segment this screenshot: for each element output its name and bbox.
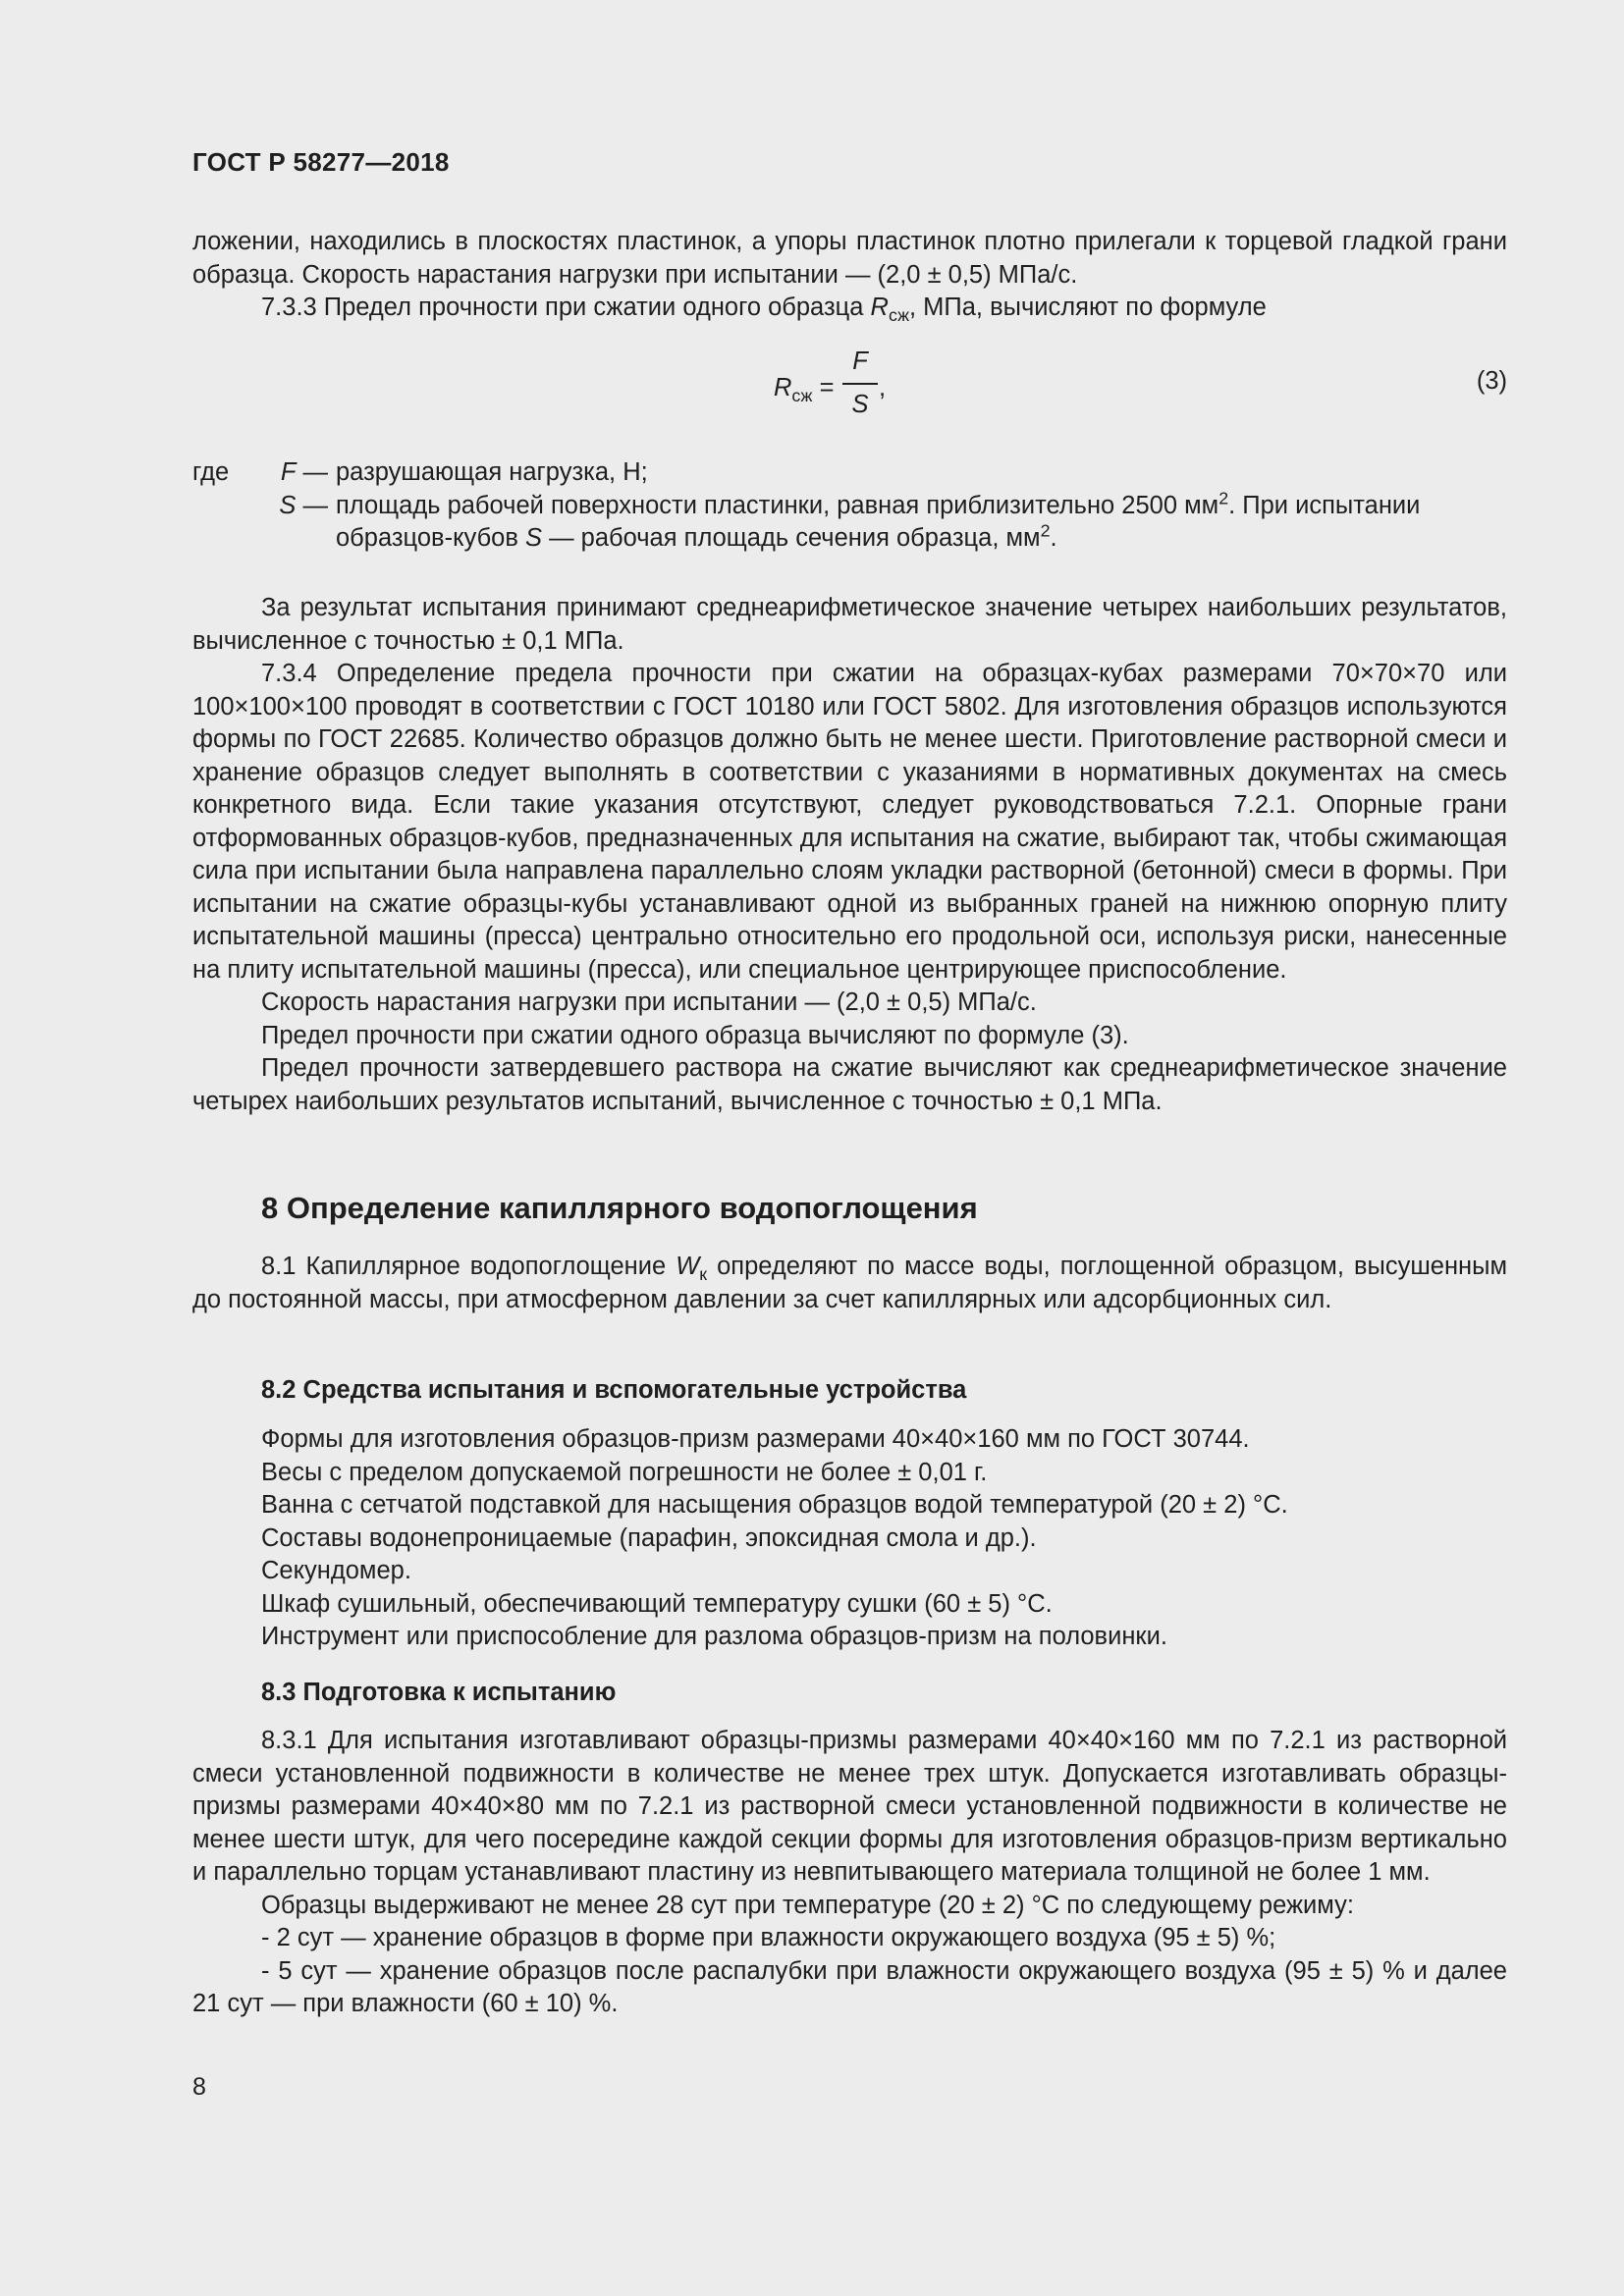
formula-var-r: R (774, 374, 792, 401)
list-item: Инструмент или приспособление для разлома образцов-призм на половинки. (261, 1623, 1167, 1650)
text-run: площадь рабочей поверхности пластинки, равная приблизительно 2500 мм (336, 491, 1219, 519)
fraction-bar (842, 383, 878, 385)
formula-comma: , (879, 374, 887, 401)
where-desc: разрушающая нагрузка, Н; (336, 458, 648, 486)
dash: — (296, 491, 328, 519)
list-item: Ванна с сетчатой подставкой для насыщения образцов водой температурой (20 ± 2) °С. (261, 1491, 1288, 1519)
paragraph-continuation: ложении, находились в плоскостях пластинок, а упоры пластинок плотно прилегали к торцевой гладкой грани образца. Скорость нарастания нагрузки при испытании — (2,0 ± 0,5) МПа/с. (192, 228, 1507, 289)
formula-fraction (842, 346, 878, 422)
variable-w: W (676, 1253, 700, 1280)
paragraph-7-3-4: 7.3.4 Определение предела прочности при сжатии на образцах-кубах размерами 70×70×70 или 100×100×100 проводят в соответствии с ГОСТ 10180 или ГОСТ 5802. Для изготовления образцов используются формы по ГОСТ 22685. Количество образцов должно быть не менее шести. Приготовление растворной смеси и хранение образцов следует выполнять в соответствии с указаниями в нормативных документах на смесь конкретного вида. Если такие указания отсутствуют, следует руководствоваться 7.2.1. Опорные грани отформованных образцов-кубов, предназначенных для испытания на сжатие, выбирают так, чтобы сжимающая сила при испытании была направлена параллельно слоям укладки растворной (бетонной) смеси в формы. При испытании на сжатие образцы-кубы устанавливают одной из выбранных граней на нижнюю опорную плиту испытательной машины (пресса) центрально относительно его продольной оси, используя риски, нанесенные на плиту испытательной машины (пресса), или специальное центрирующее приспособление. (192, 660, 1507, 984)
variable-r: R (870, 294, 889, 321)
superscript: 2 (1218, 488, 1229, 507)
where-legend (192, 456, 1507, 556)
intro-block (192, 226, 1507, 325)
subsection-8-2-title: 8.2 Средства испытания и вспомогательные устройства (261, 1376, 967, 1404)
body-block-8-3 (192, 1725, 1507, 2021)
paragraph-curing: Образцы выдерживают не менее 28 сут при температуре (20 ± 2) °С по следующему режиму: (261, 1891, 1354, 1919)
text-run: — рабочая площадь сечения образца, мм (542, 524, 1041, 552)
paragraph-hardened: Предел прочности затвердевшего раствора на сжатие вычисляют как среднеарифметическое значение четырех наибольших результатов испытаний, вычисленное с точностью ± 0,1 МПа. (192, 1054, 1507, 1115)
paragraph-8-1 (192, 1251, 1507, 1316)
formula-expression (774, 346, 970, 434)
formula-denominator: S (851, 391, 869, 418)
var-f: F (280, 458, 297, 486)
paragraph-8-3-1: 8.3.1 Для испытания изготавливают образцы-призмы размерами 40×40×160 мм по 7.2.1 из растворной смеси установленной подвижности в количестве не менее трех штук. Допускается изготавливать образцы-призмы размерами 40×40×80 мм по 7.2.1 из растворной смеси установленной подвижности в количестве не менее шести штук, для чего посередине каждой секции формы для изготовления образцов-призм вертикально и параллельно торцам устанавливают пластину из невпитывающего материала толщиной не более 1 мм. (192, 1727, 1507, 1886)
text-run: . (1050, 524, 1057, 552)
formula-numerator: F (852, 347, 868, 375)
var-s: S (279, 491, 297, 519)
list-item-5-days: - 5 сут — хранение образцов после распалубки при влажности окружающего воздуха (95 ± 5) % и далее 21 сут — при влажности (60 ± 10) %. (192, 1956, 1507, 2017)
list-item: Формы для изготовления образцов-призм размерами 40×40×160 мм по ГОСТ 30744. (261, 1425, 1250, 1453)
superscript: 2 (1040, 520, 1051, 541)
text-run: . При испытании (1228, 491, 1421, 519)
paragraph-7-3-3 (192, 292, 1507, 325)
list-item: Шкаф сушильный, обеспечивающий температуру сушки (60 ± 5) °С. (261, 1589, 1053, 1618)
list-item-2-days: - 2 сут — хранение образцов в форме при влажности окружающего воздуха (95 ± 5) %; (261, 1924, 1276, 1951)
where-desc (336, 490, 1507, 523)
where-row-s (192, 490, 1507, 523)
formula-sub-szh: сж (791, 386, 813, 406)
dash: — (296, 458, 328, 486)
text-run: определяют по массе воды, поглощенной образцом, высушенным до постоянной массы, при атмосферном давлении за счет капиллярных или адсорбционных сил. (192, 1253, 1507, 1313)
where-desc-cont (336, 522, 1507, 556)
list-item: Весы с пределом допускаемой погрешности не более ± 0,01 г. (261, 1458, 988, 1486)
text-run: 8.1 Капиллярное водопоглощение (261, 1253, 677, 1280)
paragraph-formula-ref: Предел прочности при сжатии одного образца вычисляют по формуле (3). (261, 1021, 1129, 1049)
document-code-header: ГОСТ Р 58277—2018 (192, 147, 450, 177)
text-run: , МПа, вычисляют по формуле (909, 294, 1267, 321)
formula-lhs (774, 372, 834, 405)
where-row-s-cont (192, 522, 1507, 556)
subscript-k: к (699, 1264, 708, 1285)
where-var (273, 490, 328, 523)
var-s: S (525, 524, 543, 552)
where-word: где (192, 458, 230, 486)
subsection-8-3-title: 8.3 Подготовка к испытанию (261, 1679, 617, 1706)
subscript-szh: сж (888, 305, 910, 326)
list-8-2 (192, 1423, 1507, 1654)
section-8-title: 8 Определение капиллярного водопоглощения (261, 1191, 978, 1225)
text-run: образцов-кубов (336, 524, 525, 552)
where-var (273, 456, 328, 490)
page-number: 8 (192, 2073, 206, 2101)
formula-equals: = (812, 374, 835, 401)
formula-number: (3) (1476, 367, 1507, 395)
paragraph-rate: Скорость нарастания нагрузки при испытании — (2,0 ± 0,5) МПа/с. (261, 988, 1037, 1016)
list-item: Секундомер. (261, 1557, 411, 1584)
text-run: 7.3.3 Предел прочности при сжатии одного образца (261, 294, 871, 321)
list-item: Составы водонепроницаемые (парафин, эпоксидная смола и др.). (261, 1523, 1037, 1552)
body-block-7 (192, 592, 1507, 1118)
paragraph-result: За результат испытания принимают среднеарифметическое значение четырех наибольших результатов, вычисленное с точностью ± 0,1 МПа. (192, 594, 1507, 655)
paragraph-8-1-block (192, 1251, 1507, 1316)
formula-3 (192, 346, 1507, 434)
where-row-f (192, 456, 1507, 490)
